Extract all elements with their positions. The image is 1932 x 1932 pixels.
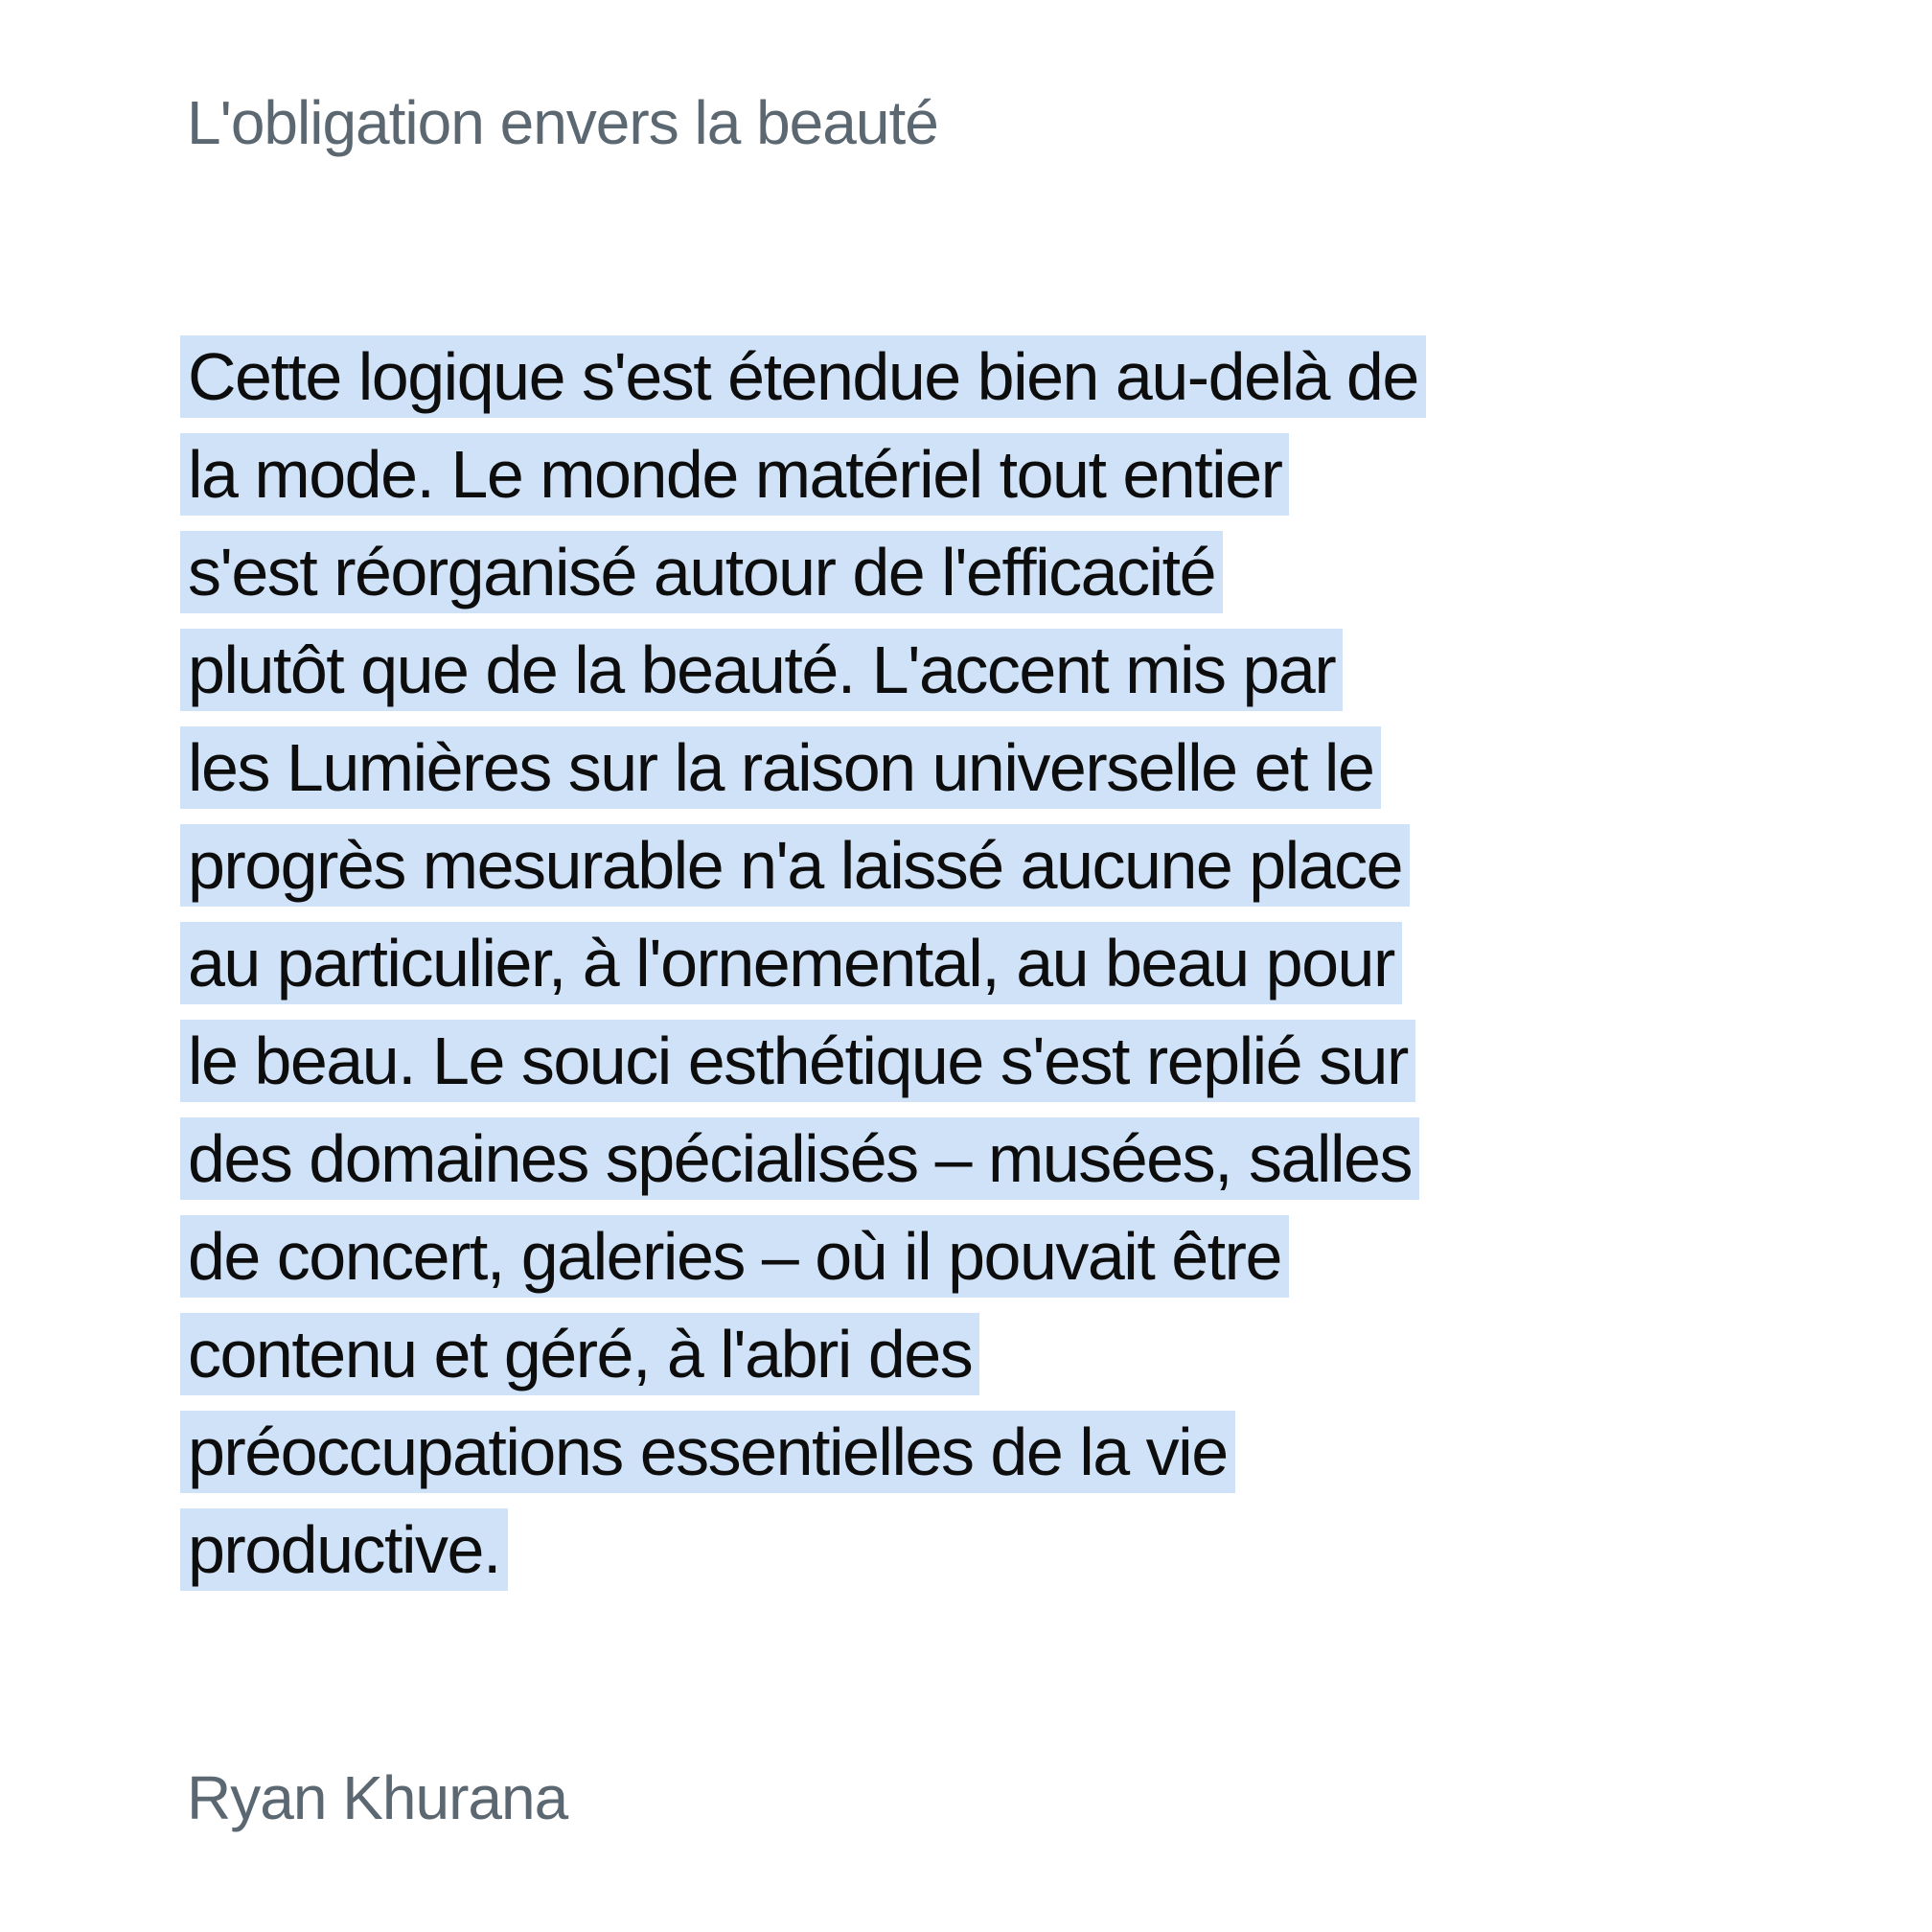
highlighted-line bbox=[180, 1313, 1894, 1395]
highlighted-text: productive. bbox=[180, 1508, 508, 1591]
highlighted-line bbox=[180, 433, 1894, 516]
highlighted-text: Cette logique s'est étendue bien au-delà de bbox=[180, 335, 1426, 418]
highlighted-line bbox=[180, 1508, 1894, 1591]
highlighted-line bbox=[180, 922, 1894, 1004]
highlighted-line bbox=[180, 1215, 1894, 1298]
highlighted-text: le beau. Le souci esthétique s'est replié sur bbox=[180, 1020, 1415, 1102]
highlighted-text: les Lumières sur la raison universelle et le bbox=[180, 726, 1381, 809]
highlighted-text: de concert, galeries – où il pouvait être bbox=[180, 1215, 1289, 1298]
highlighted-line bbox=[180, 1020, 1894, 1102]
highlighted-line bbox=[180, 335, 1894, 418]
highlighted-line bbox=[180, 1117, 1894, 1200]
highlighted-text: des domaines spécialisés – musées, salles bbox=[180, 1117, 1419, 1200]
highlighted-line bbox=[180, 726, 1894, 809]
highlighted-text: s'est réorganisé autour de l'efficacité bbox=[180, 531, 1223, 613]
highlighted-text: contenu et géré, à l'abri des bbox=[180, 1313, 979, 1395]
highlighted-line bbox=[180, 824, 1894, 907]
highlighted-text: au particulier, à l'ornemental, au beau pour bbox=[180, 922, 1402, 1004]
highlighted-text: plutôt que de la beauté. L'accent mis par bbox=[180, 629, 1343, 711]
highlighted-text: progrès mesurable n'a laissé aucune place bbox=[180, 824, 1410, 907]
highlighted-text: la mode. Le monde matériel tout entier bbox=[180, 433, 1289, 516]
highlighted-line bbox=[180, 531, 1894, 613]
highlighted-line bbox=[180, 629, 1894, 711]
page-title: L'obligation envers la beauté bbox=[187, 88, 938, 157]
author-name: Ryan Khurana bbox=[187, 1763, 568, 1832]
highlighted-paragraph bbox=[180, 335, 1894, 1591]
highlighted-text: préoccupations essentielles de la vie bbox=[180, 1411, 1235, 1493]
highlighted-line bbox=[180, 1411, 1894, 1493]
